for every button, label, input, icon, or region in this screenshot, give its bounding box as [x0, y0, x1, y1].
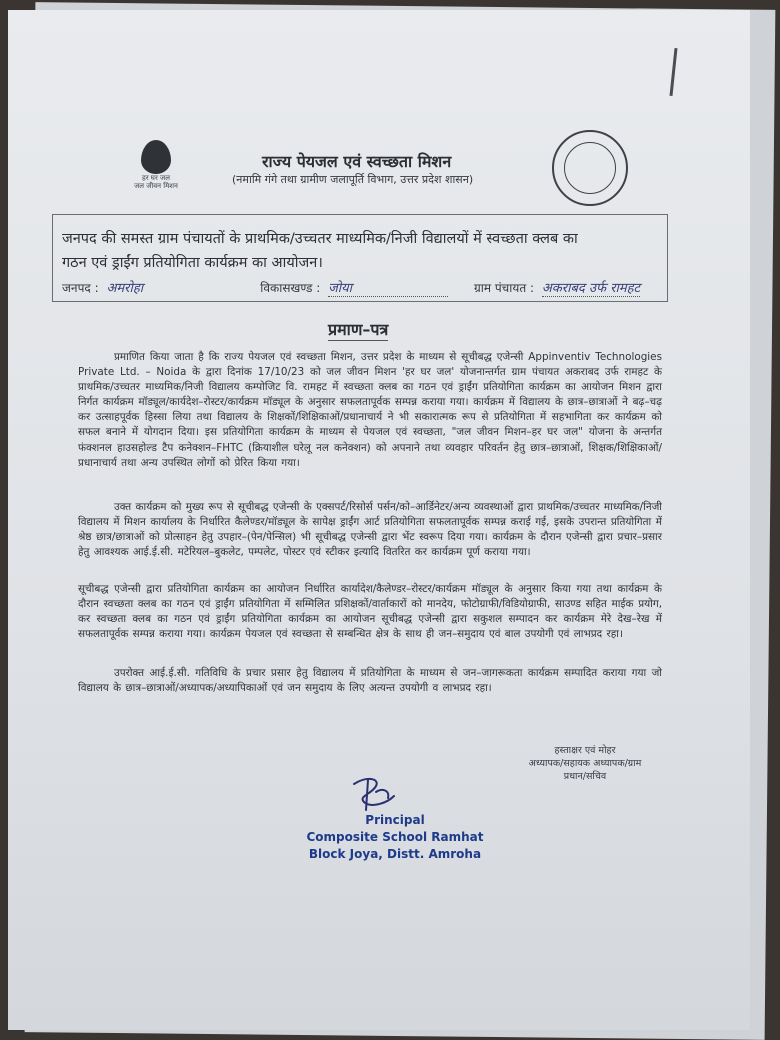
paragraph-4: उपरोक्त आई.ई.सी. गतिविधि के प्रचार प्रसार हेतु विद्यालय में प्रतियोगिता के माध्यम से जन–जागरूकता कार्यक्रम सम्पादित कराया गया जो विद्यालय के छात्र–छात्राओं/अध्यापक/अध्यापिकाओं एवं जन समुदाय के लिए अत्यन्त उपयोगी व लाभप्रद रहा।	[78, 667, 662, 695]
signature-label-line-1: हस्ताक्षर एवं मोहर	[554, 745, 616, 756]
stamp-line-1: Principal	[365, 813, 425, 827]
stamp-line-2: Composite School Ramhat	[306, 830, 484, 844]
logo-subtext: जल जीवन मिशन	[134, 182, 178, 190]
programme-line-2: गठन एवं ड्राईंग प्रतियोगिता कार्यक्रम का आयोजन।	[62, 255, 323, 271]
handwritten-signature	[346, 774, 406, 814]
paragraph-2: उक्त कार्यक्रम को मुख्य रूप से सूचीबद्ध एजेन्सी के एक्सपर्ट/रिसोर्स पर्सन/को–आर्डिनेटर/अन्य व्यवस्थाओं द्वारा प्राथमिक/उच्चतर माध्यमिक/निजी विद्यालय में मिशन कार्यालय के निर्धारित कैलेण्डर/मॉड्यूल के सापेक्ष ड्राईंग आर्ट प्रतियोगिता सफलतापूर्वक सम्पन्न कराई गई, इसके उपरान्त प्रतियोगिता में श्रेष्ठ छात्र/छात्राओं को प्रोत्साहन हेतु उपहार–(पेन/पेन्सिल) भी सूचीबद्ध एजेन्सी द्वारा भेंट स्वरूप दिया गया। कार्यक्रम के दौरान एजेन्सी द्वारा प्रचार–प्रसार हेतु आवश्यक आई.ई.सी. मटेरियल–बुकलेट, पम्पलेट, पोस्टर एवं स्टीकर इत्यादि वितरित कर कार्यक्रम पूर्ण कराया गया।	[78, 501, 662, 559]
panchayat-label: ग्राम पंचायत :	[473, 281, 535, 295]
location-fields	[62, 278, 640, 297]
up-government-seal-icon	[552, 130, 628, 206]
har-ghar-jal-logo	[128, 140, 184, 204]
district-label: जनपद :	[62, 281, 99, 295]
block-value: जोया	[328, 278, 448, 297]
certificate-title: प्रमाण–पत्र	[328, 320, 389, 339]
logo-text: हर घर जल	[142, 174, 170, 182]
signature-label-line-3: प्रधान/सचिव	[563, 771, 607, 782]
programme-line-1: जनपद की समस्त ग्राम पंचायतों के प्राथमिक/उच्चतर माध्यमिक/निजी विद्यालयों में स्वच्छता क्लब का	[62, 231, 578, 247]
seal-emblem-icon	[564, 142, 616, 194]
block-label: विकासखण्ड :	[260, 281, 321, 295]
signature-label	[505, 744, 665, 783]
stamp-line-3: Block Joya, Distt. Amroha	[308, 847, 482, 861]
signature-label-line-2: अध्यापक/सहायक अध्यापक/ग्राम	[528, 758, 642, 769]
mission-title: राज्य पेयजल एवं स्वच्छता मिशन	[262, 152, 452, 171]
panchayat-value: अकराबद उर्फ रामहट	[542, 278, 640, 297]
mission-subtitle: (नमामि गंगे तथा ग्रामीण जलापूर्ति विभाग, उत्तर प्रदेश शासन)	[232, 173, 474, 186]
district-value: अमरोहा	[106, 281, 144, 296]
water-drop-icon	[141, 140, 171, 174]
paragraph-3: सूचीबद्ध एजेन्सी द्वारा प्रतियोगिता कार्यक्रम का आयोजन निर्धारित कार्यादेश/कैलेण्डर–रोस्टर/कार्यक्रम मॉड्यूल के अनुसार किया गया तथा कार्यक्रम के दौरान स्वच्छता क्लब का गठन एवं ड्राईंग प्रतियोगिता में सम्मिलित प्रशिक्षकों/वार्ताकारों को मानदेय, फोटोग्राफी/विडियोग्राफी, साउण्ड सहित माईक प्रयोग, कर स्वच्छता क्लब का गठन एवं ड्राईंग प्रतियोगिता कार्यक्रम का आयोजन सूचीबद्ध एजेन्सी द्वारा सकुशल सम्पादन कर कार्यक्रम मेरे देख–रेख में सफलतापूर्वक सम्पन्न कराया गया। कार्यक्रम पेयजल एवं स्वच्छता से सम्बन्धित क्षेत्र के साथ ही जन–समुदाय एवं बाल उपयोगी एवं लाभप्रद रहा।	[78, 583, 662, 641]
paragraph-1: प्रमाणित किया जाता है कि राज्य पेयजल एवं स्वच्छता मिशन, उत्तर प्रदेश के माध्यम से सूचीबद्ध एजेन्सी Appinventiv Technologies Private Ltd. – Noida के द्वारा दिनांक 17/10/23 को जल जीवन मिशन 'हर घर जल' योजनान्तर्गत ग्राम पंचायत अकराबद उर्फ रामहट के प्राथमिक/उच्चतर माध्यमिक/निजी विद्यालय कम्पोजिट वि. रामहट में स्वच्छता क्लब का गठन एवं ड्राईंग प्रतियोगिता कार्यक्रम का आयोजन मिशन द्वारा निर्गत कार्यक्रम मॉड्यूल/कार्यदेश–रोस्टर/कार्यक्रम मॉड्यूल के अनुसार सफलतापूर्वक सम्पन्न कराया गया। कार्यक्रम में विद्यालय के छात्र–छात्राओं ने बढ़–चढ़ कर उत्साहपूर्वक हिस्सा लिया तथा विद्यालय के शिक्षकों/शिक्षिकाओं/प्रधानाचार्य ने भी सकारात्मक रूप से प्रतियोगिता में सहभागिता कर कार्यक्रम को सफल बनाने में योगदान दिया। इस प्रतियोगिता कार्यक्रम के माध्यम से पेयजल एवं स्वच्छता, "जल जीवन मिशन–हर घर जल" योजना के अन्तर्गत फंक्शनल हाउसहोल्ड टैप कनेक्शन–FHTC (क्रियाशील घरेलू नल कनेक्शन) को अपनाने तथा व्यवहार परिवर्तन हेतु छात्र–छात्राओं, शिक्षक/शिक्षिकाओं/प्रधानाचार्य तथा अन्य उपस्थित लोगों को प्रेरित किया गया।	[78, 351, 662, 469]
principal-stamp	[305, 812, 485, 863]
